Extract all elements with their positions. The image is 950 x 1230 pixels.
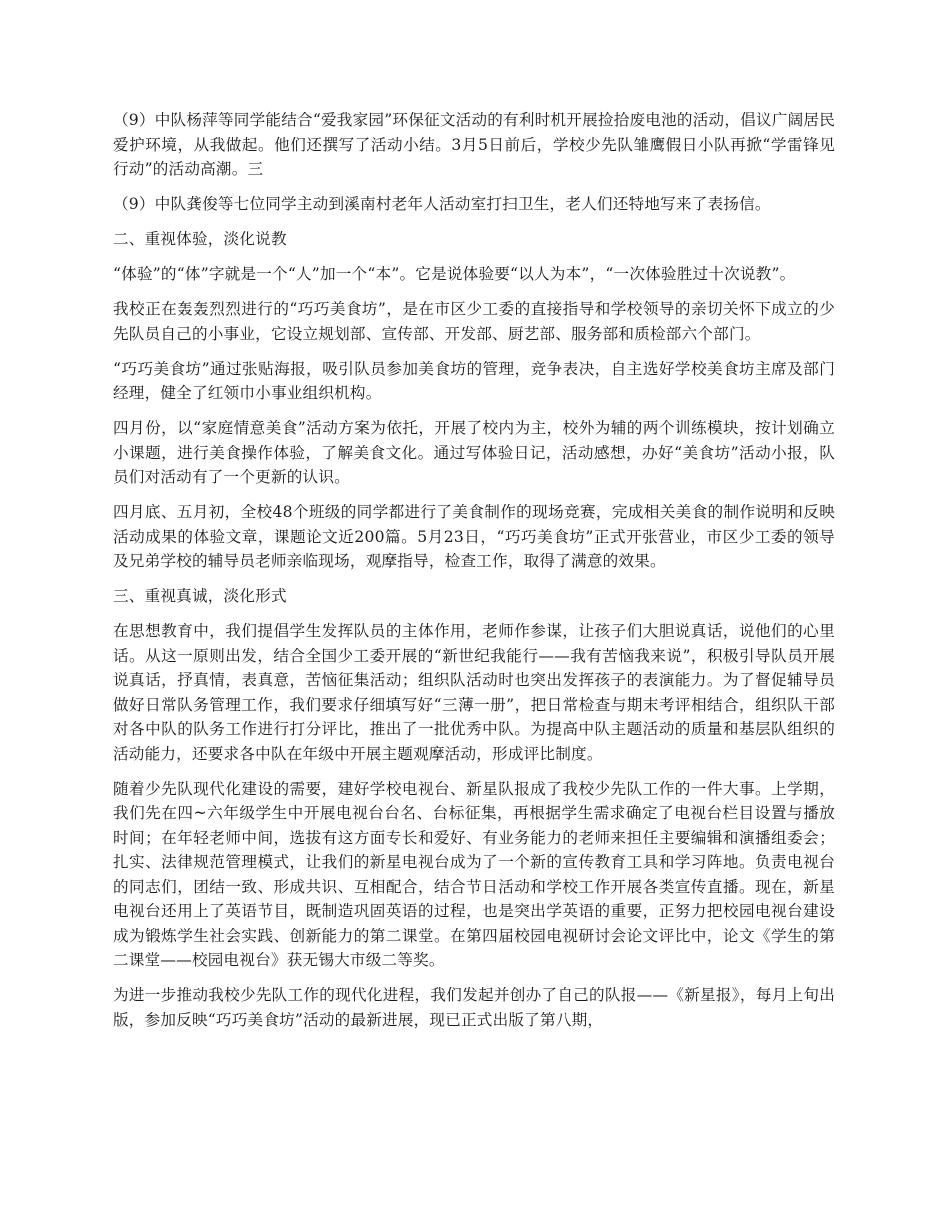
section-heading-2: 二、重视体验，淡化说教 xyxy=(113,230,287,248)
paragraph-8: 在思想教育中，我们提倡学生发挥队员的主体作用，老师作参谋，让孩子们大胆说真话，说他们的心里话。从这一原则出发，结合全国少工委开展的“新世纪我能行——我有苦恼我来说”，积极引导队员开展说真话，抒真情，表真意，苦恼征集活动；组织队活动时也突出发挥孩子的表演能力。为了督促辅导员做好日常队务管理工作，我们要求仔细填写好“三薄一册”，把日常检查与期末考评相结合，组织队干部对各中队的队务工作进行打分评比，推出了一批优秀中队。为提高中队主题活动的质量和基层队组织的活动能力，还要求各中队在年级中开展主题观摩活动，形成评比制度。 xyxy=(113,622,835,763)
paragraph-10: 为进一步推动我校少先队工作的现代化进程，我们发起并创办了自己的队报——《新星报》，每月上旬出版，参加反映“巧巧美食坊”活动的最新进展，现已正式出版了第八期， xyxy=(113,986,835,1029)
paragraph-1: （9）中队杨萍等同学能结合“爱我家园”环保征文活动的有利时机开展捡拾废电池的活动，倡议广阔居民爱护环境，从我做起。他们还撰写了活动小结。3月5日前后，学校少先队雏鹰假日小队再掀“学雷锋见行动”的活动高潮。三 xyxy=(113,111,835,178)
document-body xyxy=(113,108,835,1043)
paragraph-5: “巧巧美食坊”通过张贴海报，吸引队员参加美食坊的管理，竞争表决，自主选好学校美食坊主席及部门经理，健全了红领巾小事业组织机构。 xyxy=(113,359,835,402)
paragraph-2: （9）中队龚俊等七位同学主动到溪南村老年人活动室打扫卫生，老人们还特地写来了表扬信。 xyxy=(113,195,771,213)
paragraph-6: 四月份，以“家庭情意美食”活动方案为依托，开展了校内为主，校外为辅的两个训练模块，按计划确立小课题，进行美食操作体验，了解美食文化。通过写体验日记，活动感想，办好“美食坊”活动小报，队员们对活动有了一个更新的认识。 xyxy=(113,419,835,486)
section-heading-3: 三、重视真诚，淡化形式 xyxy=(113,587,287,605)
paragraph-9: 随着少先队现代化建设的需要，建好学校电视台、新星队报成了我校少先队工作的一件大事。上学期，我们先在四~六年级学生中开展电视台台名、台标征集，再根据学生需求确定了电视台栏目设置与播放时间；在年轻老师中间，选拔有这方面专长和爱好、有业务能力的老师来担任主要编辑和演播组委会；扎实、法律规范管理模式，让我们的新星电视台成为了一个新的宣传教育工具和学习阵地。负责电视台的同志们，团结一致、形成共识、互相配合，结合节日活动和学校工作开展各类宣传直播。现在，新星电视台还用上了英语节目，既制造巩固英语的过程，也是突出学英语的重要，正努力把校园电视台建设成为锻炼学生社会实践、创新能力的第二课堂。在第四届校园电视研讨会论文评比中，论文《学生的第二课堂——校园电视台》获无锡大市级二等奖。 xyxy=(113,779,835,969)
paragraph-3: “体验”的“体”字就是一个“人”加一个“本”。它是说体验要“以人为本”，“一次体验胜过十次说教”。 xyxy=(113,265,796,283)
paragraph-4: 我校正在轰轰烈烈进行的“巧巧美食坊”，是在市区少工委的直接指导和学校领导的亲切关怀下成立的少先队员自己的小事业，它设立规划部、宣传部、开发部、厨艺部、服务部和质检部六个部门。 xyxy=(113,300,835,343)
paragraph-7: 四月底、五月初，全校48个班级的同学都进行了美食制作的现场竞赛，完成相关美食的制作说明和反映活动成果的体验文章，课题论文近200篇。5月23日，“巧巧美食坊”正式开张营业，市区少工委的领导及兄弟学校的辅导员老师亲临现场，观摩指导，检查工作，取得了满意的效果。 xyxy=(113,503,835,570)
